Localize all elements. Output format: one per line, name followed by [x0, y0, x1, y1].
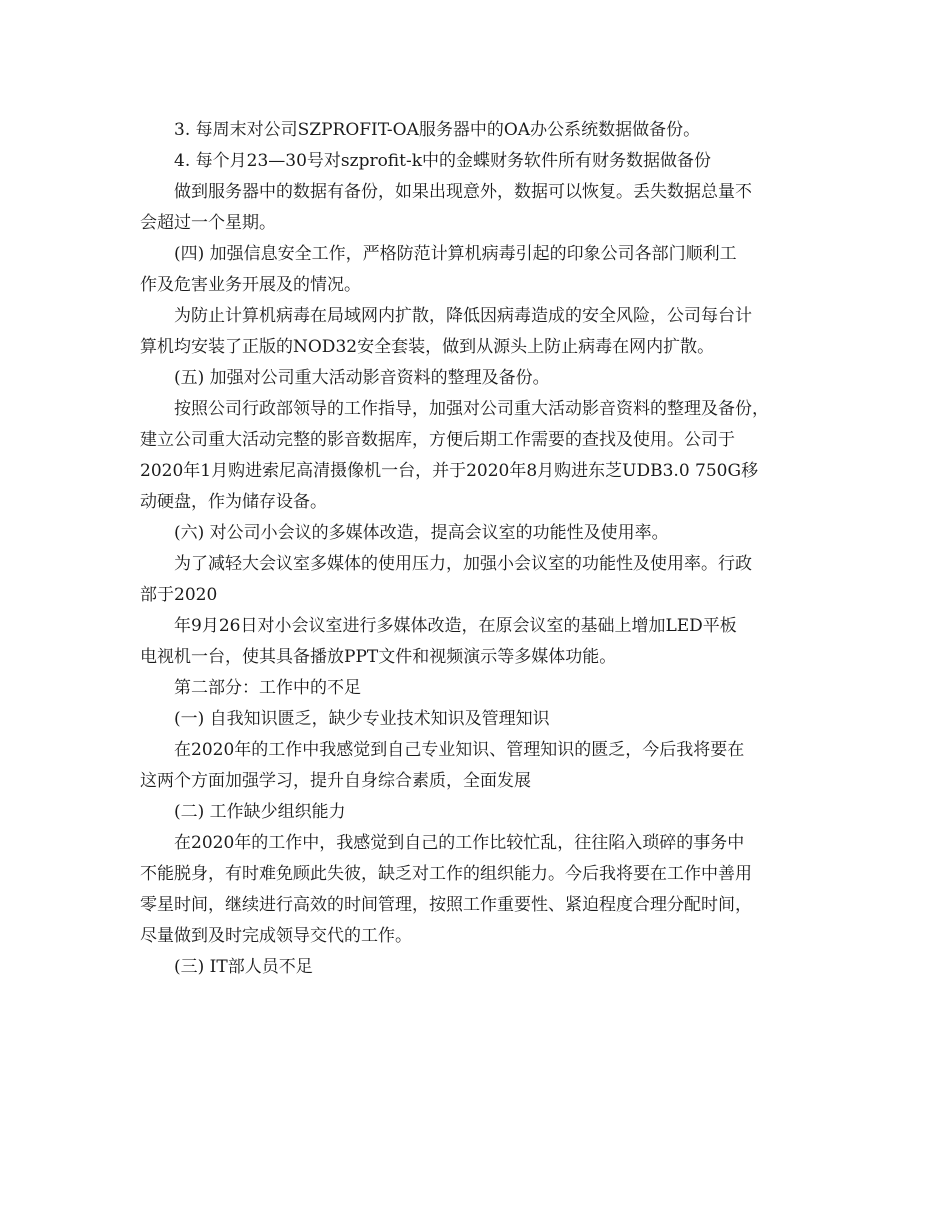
section-heading-4: (四) 加强信息安全工作，严格防范计算机病毒引起的印象公司各部门顺利工 [174, 244, 737, 264]
paragraph-line: 电视机一台，使其具备播放PPT文件和视频演示等多媒体功能。 [140, 647, 617, 667]
part-heading: 第二部分：工作中的不足 [174, 678, 361, 698]
section-heading-6: (六) 对公司小会议的多媒体改造，提高会议室的功能性及使用率。 [174, 523, 669, 543]
paragraph-line: 3. 每周末对公司SZPROFIT-OA服务器中的OA办公系统数据做备份。 [174, 120, 701, 140]
paragraph-line: 算机均安装了正版的NOD32安全套装，做到从源头上防止病毒在网内扩散。 [140, 337, 715, 357]
paragraph-line: 零星时间，继续进行高效的时间管理，按照工作重要性、紧迫程度合理分配时间， [140, 895, 752, 915]
paragraph-line: 为了减轻大会议室多媒体的使用压力，加强小会议室的功能性及使用率。行政 [174, 554, 752, 574]
paragraph-line: 尽量做到及时完成领导交代的工作。 [140, 926, 412, 946]
paragraph-line: 在2020年的工作中，我感觉到自己的工作比较忙乱，往往陷入琐碎的事务中 [174, 833, 745, 853]
paragraph-line: 4. 每个月23—30号对szprofit-k中的金蝶财务软件所有财务数据做备份 [174, 151, 712, 171]
paragraph-line: 2020年1月购进索尼高清摄像机一台，并于2020年8月购进东芝UDB3.0 750G移 [140, 461, 759, 481]
paragraph-line: 作及危害业务开展及的情况。 [140, 275, 361, 295]
paragraph-line: 在2020年的工作中我感觉到自己专业知识、管理知识的匮乏，今后我将要在 [174, 740, 745, 760]
document-body [140, 115, 816, 983]
paragraph-line: 为防止计算机病毒在局域网内扩散，降低因病毒造成的安全风险，公司每台计 [174, 306, 752, 326]
paragraph-line: 部于2020 [140, 585, 218, 605]
paragraph-line: 不能脱身，有时难免顾此失彼，缺乏对工作的组织能力。今后我将要在工作中善用 [140, 864, 752, 884]
section-heading-3: (三) IT部人员不足 [174, 957, 313, 977]
paragraph-line: 动硬盘，作为储存设备。 [140, 492, 327, 512]
paragraph-line: 建立公司重大活动完整的影音数据库，方便后期工作需要的查找及使用。公司于 [140, 430, 735, 450]
section-heading-1: (一) 自我知识匮乏，缺少专业技术知识及管理知识 [174, 709, 550, 729]
paragraph-line: 做到服务器中的数据有备份，如果出现意外，数据可以恢复。丢失数据总量不 [174, 182, 752, 202]
paragraph-line: 会超过一个星期。 [140, 213, 276, 233]
section-heading-5: (五) 加强对公司重大活动影音资料的整理及备份。 [174, 368, 550, 388]
paragraph-line: 按照公司行政部领导的工作指导，加强对公司重大活动影音资料的整理及备份， [174, 399, 769, 419]
paragraph-line: 这两个方面加强学习，提升自身综合素质，全面发展 [140, 771, 531, 791]
section-heading-2: (二) 工作缺少组织能力 [174, 802, 346, 822]
paragraph-line: 年9月26日对小会议室进行多媒体改造，在原会议室的基础上增加LED平板 [174, 616, 737, 636]
